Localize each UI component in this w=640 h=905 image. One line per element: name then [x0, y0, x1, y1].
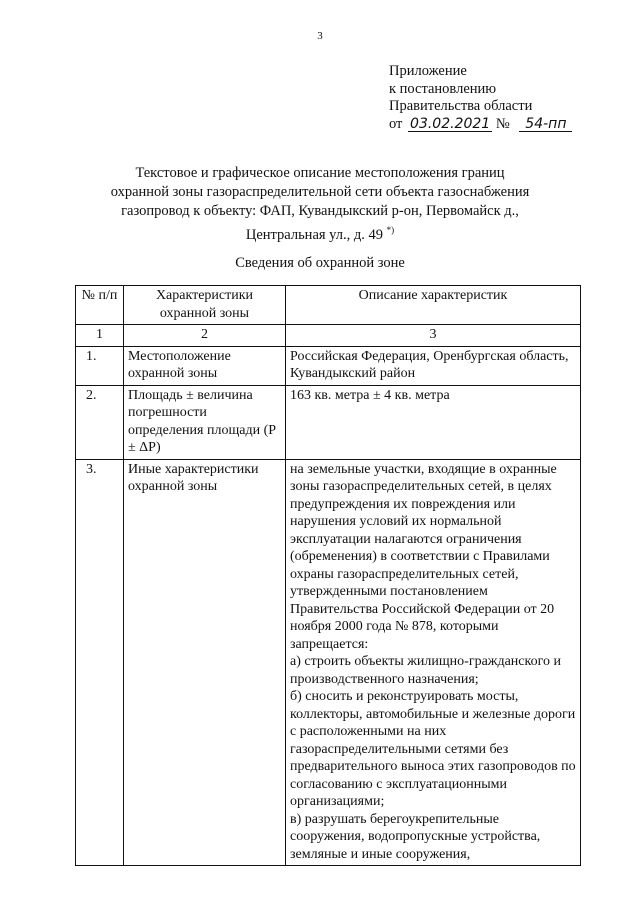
- number-sign: №: [495, 115, 510, 132]
- row-num: 1.: [76, 346, 124, 385]
- appendix-date-line: [389, 116, 572, 134]
- zone-info-table: [75, 285, 581, 866]
- title-line-3: газопровод к объекту: ФАП, Кувандыкский р-он, Первомайск д.,: [121, 203, 519, 219]
- header-description: Описание характеристик: [286, 286, 581, 325]
- row-description: [286, 459, 581, 866]
- index-cell-3: 3: [286, 325, 581, 347]
- appendix-line-2: к постановлению: [389, 80, 497, 97]
- row-characteristic: Местоположение охранной зоны: [124, 346, 286, 385]
- title-line-1: Текстовое и графическое описание местоположения границ: [135, 165, 505, 181]
- header-characteristics: Характеристики охранной зоны: [124, 286, 286, 325]
- row-description: 163 кв. метра ± 4 кв. метра: [286, 385, 581, 459]
- restriction-item-c: в) разрушать берегоукрепительные сооружения, водопропускные устройства, земляные и иные сооружения,: [290, 811, 541, 862]
- restriction-item-b: б) сносить и реконструировать мосты, коллекторы, автомобильные и железные дороги с расположенными на них газораспределительными сетями без предварительного выноса этих газопроводов по согласованию с эксплуатационными организациями;: [290, 689, 576, 809]
- title-line-4: [60, 221, 580, 245]
- appendix-line-3: Правительства области: [389, 98, 533, 114]
- row-characteristic: Иные характеристики охранной зоны: [124, 459, 286, 866]
- date-prefix: от: [389, 115, 403, 132]
- row-num: 2.: [76, 385, 124, 459]
- table-row: [76, 385, 581, 459]
- row-num: 3.: [76, 459, 124, 866]
- index-cell-2: 2: [124, 325, 286, 347]
- table-row: [76, 459, 581, 866]
- handwritten-number: 54-пп: [519, 117, 572, 132]
- title-line-2: охранной зоны газораспределительной сети объекта газоснабжения: [110, 184, 530, 200]
- table-row: [76, 346, 581, 385]
- appendix-block: [389, 63, 572, 133]
- table-index-row: [76, 325, 581, 347]
- footnote-mark: *): [386, 225, 395, 235]
- index-cell-1: 1: [76, 325, 124, 347]
- header-num: № п/п: [76, 286, 124, 325]
- restriction-item-a: а) строить объекты жилищно-гражданского и производственного назначения;: [290, 654, 561, 687]
- handwritten-date: 03.02.2021: [410, 115, 491, 132]
- document-title: [60, 164, 580, 245]
- title-address-end: Центральная ул., д. 49: [245, 226, 384, 243]
- row-description: Российская Федерация, Оренбургская область, Кувандыкский район: [286, 346, 581, 385]
- row-characteristic: Площадь ± величина погрешности определения площади (Р ± ΔР): [124, 385, 286, 459]
- section-subtitle: Сведения об охранной зоне: [235, 255, 405, 271]
- restrictions-intro: на земельные участки, входящие в охранные зоны газораспределительных сетей, в целях предупреждения их повреждения или нарушения условий их нормальной эксплуатации налагаются ограничения (обременения) в соответствии с Правилами охраны газораспределительных сетей, утвержденными постановлением Правительства Российской Федерации от 20 ноября 2000 года № 878, которыми запрещается:: [290, 461, 557, 652]
- appendix-line-1: Приложение: [389, 63, 467, 79]
- page-number: 3: [317, 30, 323, 42]
- table-header-row: [76, 286, 581, 325]
